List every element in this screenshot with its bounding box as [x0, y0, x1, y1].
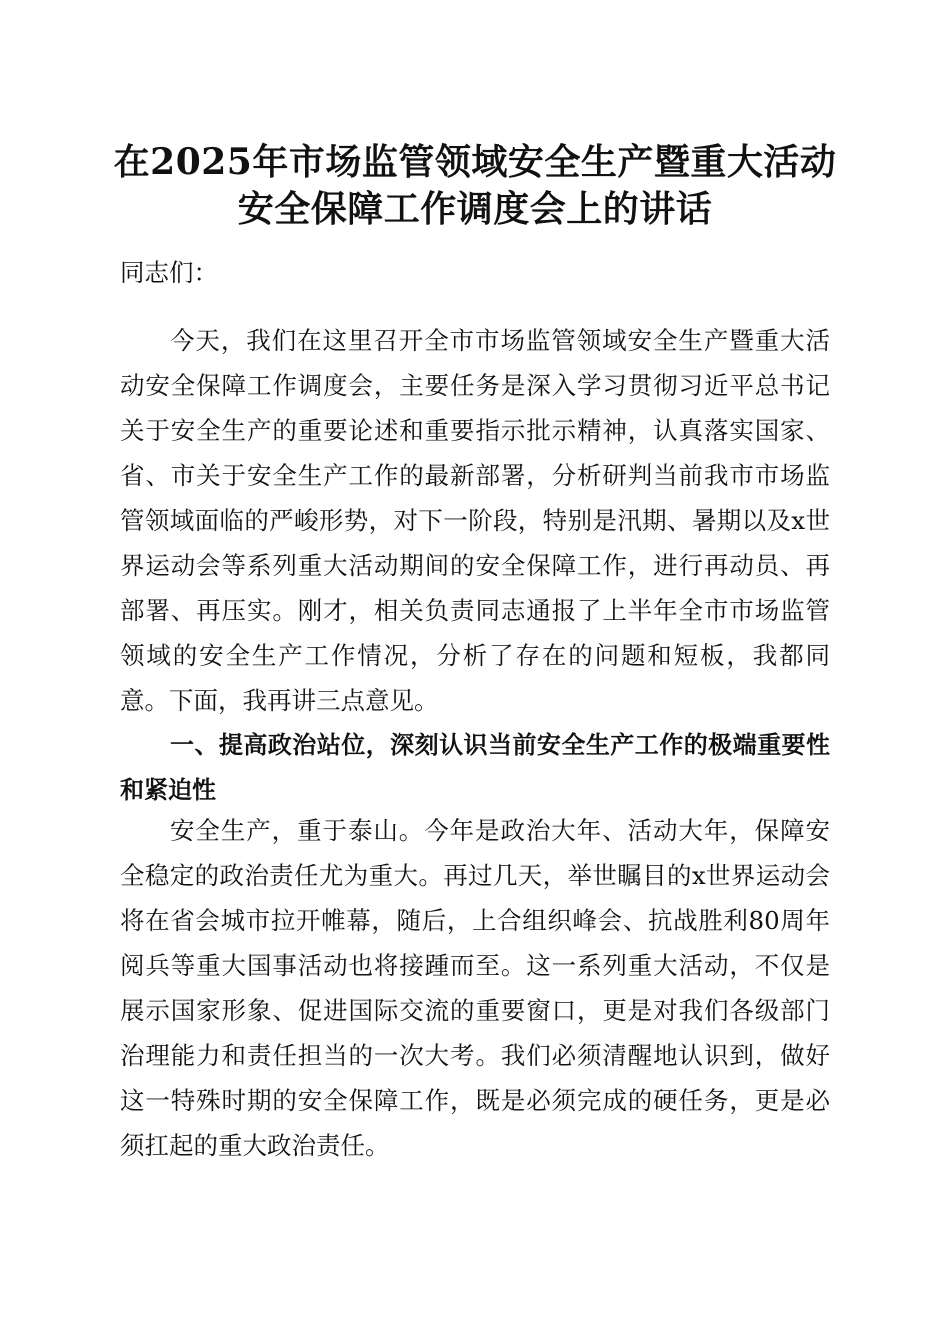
section-heading-1: 一、提高政治站位，深刻认识当前安全生产工作的极端重要性和紧迫性 [120, 731, 830, 804]
document-title-line-1: 在2025年市场监管领域安全生产暨重大活动 [113, 141, 837, 183]
salutation: 同志们： [120, 258, 218, 287]
section-1-paragraph: 安全生产，重于泰山。今年是政治大年、活动大年，保障安全稳定的政治责任尤为重大。再过几天，举世瞩目的x世界运动会将在省会城市拉开帷幕，随后，上合组织峰会、抗战胜利80周年阅兵等重大国事活动也将接踵而至。这一系列重大活动，不仅是展示国家形象、促进国际交流的重要窗口，更是对我们各级部门治理能力和责任担当的一次大考。我们必须清醒地认识到，做好这一特殊时期的安全保障工作，既是必须完成的硬任务，更是必须扛起的重大政治责任。 [120, 816, 830, 1160]
document-title-line-2: 安全保障工作调度会上的讲话 [237, 188, 713, 230]
opening-paragraph: 今天，我们在这里召开全市市场监管领域安全生产暨重大活动安全保障工作调度会，主要任务是深入学习贯彻习近平总书记关于安全生产的重要论述和重要指示批示精神，认真落实国家、省、市关于安全生产工作的最新部署，分析研判当前我市市场监管领域面临的严峻形势，对下一阶段，特别是汛期、暑期以及x世界运动会等系列重大活动期间的安全保障工作，进行再动员、再部署、再压实。刚才，相关负责同志通报了上半年全市市场监管领域的安全生产工作情况，分析了存在的问题和短板，我都同意。下面，我再讲三点意见。 [120, 326, 830, 715]
